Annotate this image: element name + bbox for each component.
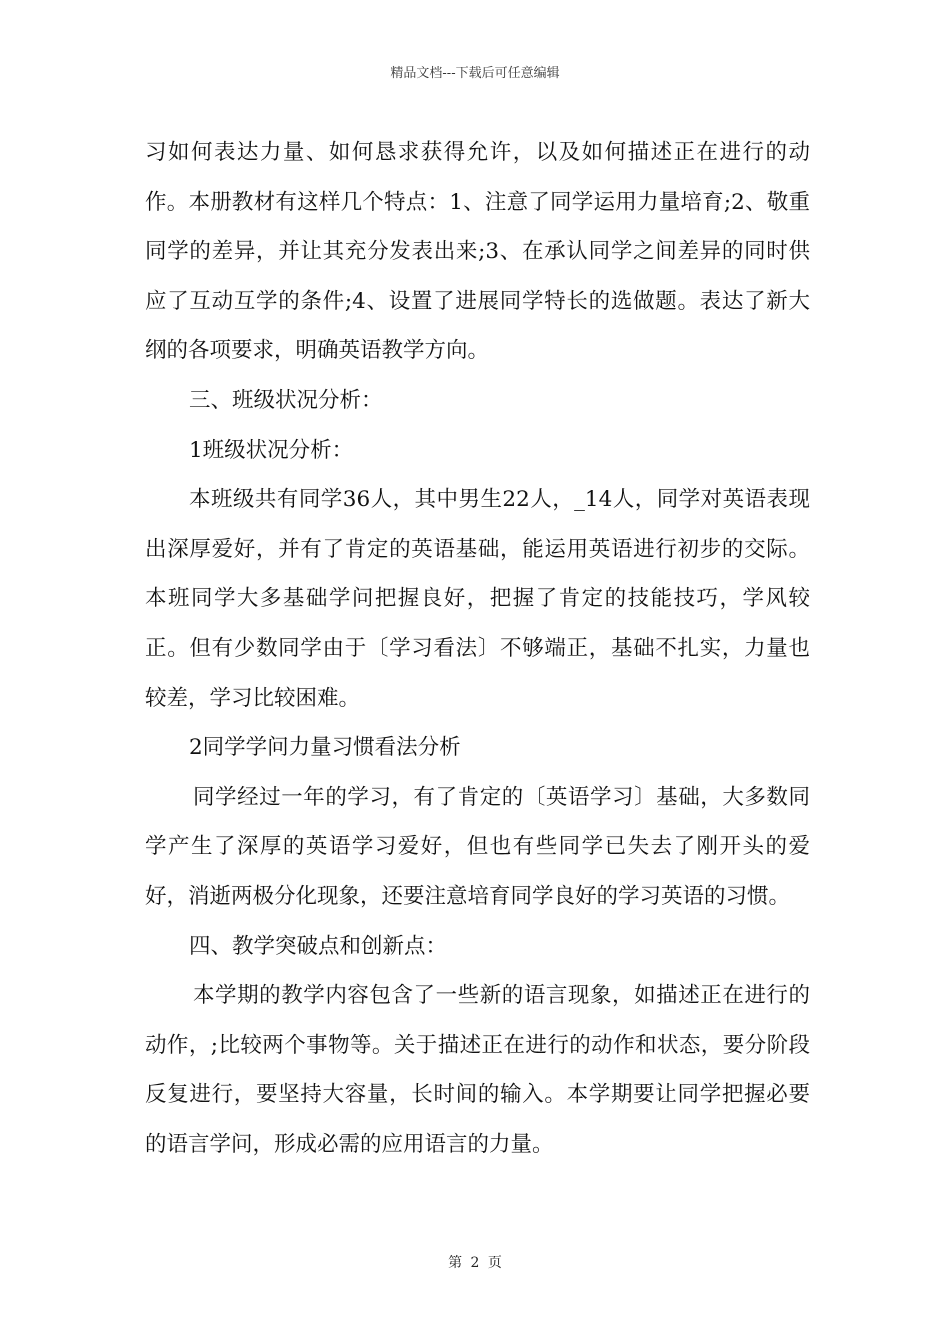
page-header: 精品文档---下载后可任意编辑 [390,66,560,81]
paragraph-student-ability: 同学经过一年的学习，有了肯定的〔英语学习〕基础，大多数同学产生了深厚的英语学习爱好，但也有些同学已失去了刚开头的爱好，消逝两极分化现象，还要注意培育同学良好的学习英语的习惯。 [145,784,810,909]
paragraph-class-status: 本班级共有同学36人，其中男生22人，_14人，同学对英语表现出深厚爱好，并有了肯定的英语基础，能运用英语进行初步的交际。本班同学大多基础学问把握良好，把握了肯定的技能技巧，学风较正。但有少数同学由于〔学习看法〕不够端正，基础不扎实，力量也较差，学习比较困难。 [145,487,810,711]
page-number: 第 2 页 [448,1255,502,1271]
paragraph-textbook-features: 习如何表达力量、如何恳求获得允许，以及如何描述正在进行的动作。本册教材有这样几个特点：1、注意了同学运用力量培育;2、敬重同学的差异，并让其充分发表出来;3、在承认同学之间差异的同时供应了互动互学的条件;4、设置了进展同学特长的选做题。表达了新大纲的各项要求，明确英语教学方向。 [145,140,810,364]
subheading-class-status: 1班级状况分析： [189,437,354,463]
section-heading-breakthrough: 四、教学突破点和创新点： [189,933,448,959]
section-heading-class-analysis: 三、班级状况分析： [189,387,383,413]
paragraph-breakthrough: 本学期的教学内容包含了一些新的语言现象，如描述正在进行的动作，;比较两个事物等。关于描述正在进行的动作和状态，要分阶段反复进行，要坚持大容量，长时间的输入。本学期要让同学把握必要的语言学问，形成必需的应用语言的力量。 [145,983,810,1157]
subheading-student-ability: 2同学学问力量习惯看法分析 [189,735,461,761]
document-body [145,128,810,1169]
